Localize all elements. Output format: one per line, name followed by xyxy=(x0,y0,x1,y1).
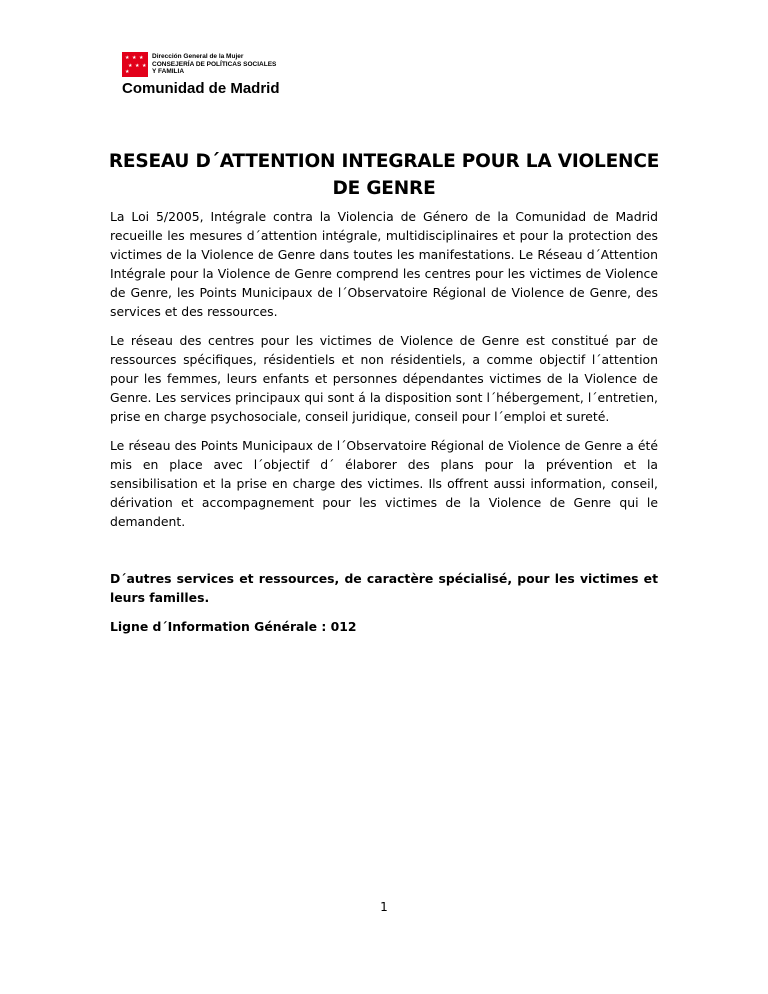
paragraph-centres-network: Le réseau des centres pour les victimes de Violence de Genre est constitué par de ressources spécifiques, résidentiels et non résidentiels, a comme objectif l´attention pour les femmes, leurs enfants et personnes dépendantes victimes de la Violence de Genre. Les services principaux qui sont á la disposition sont l´hébergement, l´entretien, prise en charge psychosociale, conseil juridique, conseil pour l´emploi et sureté. xyxy=(110,333,658,424)
comunidad-de-madrid-logo xyxy=(122,52,322,98)
logo-department: Dirección General de la Mujer xyxy=(152,53,244,60)
document-title: RESEAU D´ATTENTION INTEGRALE POUR LA VIOLENCE DE GENRE xyxy=(108,151,660,199)
logo-text-block xyxy=(152,53,276,75)
paragraph-law-intro: La Loi 5/2005, Intégrale contra la Violencia de Género de la Comunidad de Madrid recueille les mesures d´attention intégrale, multidisciplinaires et pour la protection des victimes de la Violence de Genre dans toutes les manifestations. Le Réseau d´Attention Intégrale pour la Violence de Genre comprend les centres pour les victimes de Violence de Genre, les Points Municipaux de l´Observatoire Régional de Violence de Genre, des services et des ressources. xyxy=(110,209,658,319)
subheading-other-services: D´autres services et ressources, de caractère spécialisé, pour les victimes et leurs familles. xyxy=(110,571,658,605)
logo-ministry: CONSEJERÍA DE POLÍTICAS SOCIALES xyxy=(152,61,277,68)
info-line: Ligne d´Information Générale : 012 xyxy=(110,619,357,634)
page-number: 1 xyxy=(380,900,388,914)
logo-ministry-cont: Y FAMILIA xyxy=(152,68,185,75)
document-body xyxy=(110,207,658,646)
madrid-flag-icon: ★ ★ ★ ★ ★ ★ ★ xyxy=(122,52,148,77)
spacer xyxy=(110,541,658,569)
logo-region-name: Comunidad de Madrid xyxy=(122,80,280,97)
paragraph-municipal-points: Le réseau des Points Municipaux de l´Observatoire Régional de Violence de Genre a été mis en place avec l´objectif d´ élaborer des plans pour la prévention et la sensibilisation et la prise en charge des victimes. Ils offrent aussi information, conseil, dérivation et accompagnement pour les victimes de la Violence de Genre qui le demandent. xyxy=(110,438,658,529)
